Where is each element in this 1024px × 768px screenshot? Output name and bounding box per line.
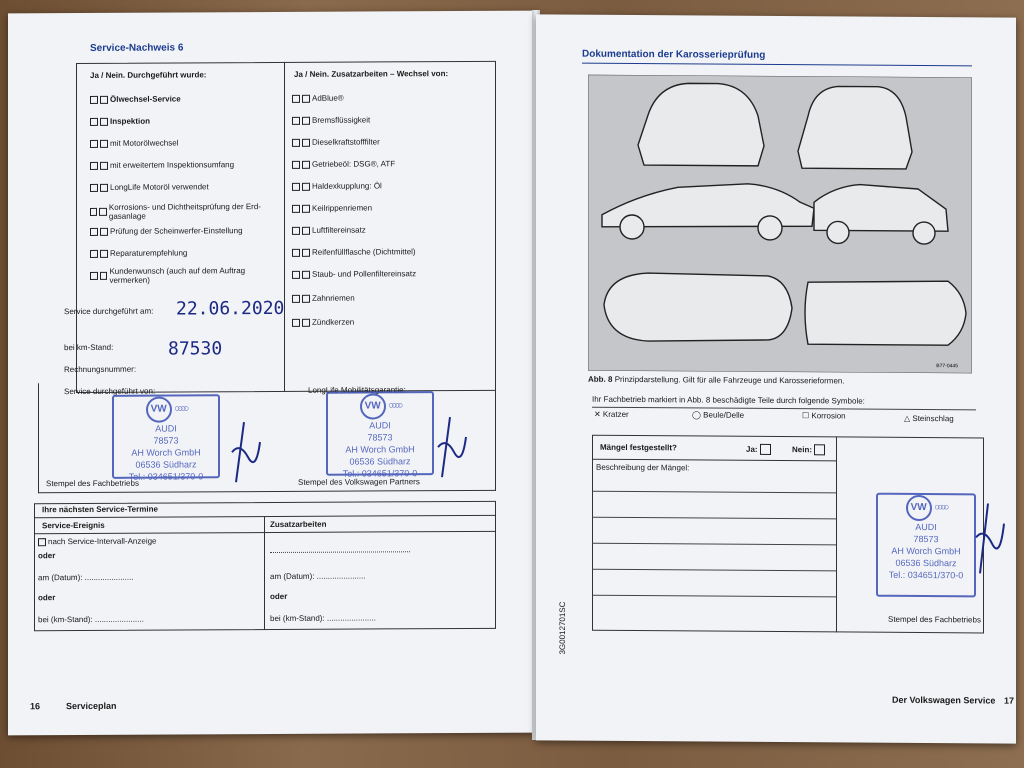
checkbox[interactable]: [302, 294, 310, 302]
checkbox[interactable]: [100, 227, 108, 235]
vw-stamp-label: Stempel des Volkswagen Partners: [298, 477, 420, 487]
checkbox[interactable]: [90, 139, 98, 147]
checkbox[interactable]: [292, 248, 300, 256]
item-timing-belt: Zahnriemen: [292, 294, 355, 303]
oder-label: oder: [38, 551, 56, 561]
item-oil-change: mit Motorölwechsel: [90, 138, 178, 147]
symbol-stone-chip: △ Steinschlag: [904, 413, 954, 424]
symbol-corrosion: ☐ Korrosion: [802, 411, 846, 421]
signature: [972, 493, 1008, 583]
symbol-dent: ◯ Beule/Delle: [692, 410, 745, 420]
checkbox[interactable]: [292, 270, 300, 278]
checkbox[interactable]: [99, 208, 106, 216]
checkbox[interactable]: [90, 249, 98, 257]
next-km-2: bei (km-Stand): ......................: [270, 613, 376, 624]
symbol-scratch: ✕ Kratzer: [594, 409, 629, 419]
checkbox[interactable]: [292, 116, 300, 124]
checkbox[interactable]: [90, 272, 98, 280]
item-belt: Keilrippenriemen: [292, 203, 372, 212]
checkbox[interactable]: [292, 294, 300, 302]
defects-yes: Ja:: [746, 444, 773, 455]
item-pollen-filter: Staub- und Pollenfiltereinsatz: [292, 269, 416, 279]
audi-rings-icon: ○○○○: [174, 403, 187, 415]
checkbox[interactable]: [100, 161, 108, 169]
checkbox[interactable]: [100, 249, 108, 257]
next-km: bei (km-Stand): ......................: [38, 614, 144, 625]
next-services-title: Ihre nächsten Service-Termine: [42, 504, 158, 515]
checkbox[interactable]: [100, 95, 108, 103]
checkbox[interactable]: [302, 204, 310, 212]
car-diagram: [588, 75, 972, 374]
item-longlife-oil: LongLife Motoröl verwendet: [90, 182, 209, 192]
km-label: bei km-Stand:: [64, 342, 114, 353]
left-page: [8, 11, 536, 736]
item-inspection: Inspektion: [90, 117, 150, 126]
oder-label: oder: [38, 593, 56, 603]
checkbox[interactable]: [302, 116, 310, 124]
checkbox[interactable]: [100, 183, 108, 191]
item-customer: Kundenwunsch (auch auf dem Auftrag vermerken): [90, 266, 280, 285]
dealer-stamp-label: Stempel des Fachbetriebs: [888, 614, 981, 625]
checkbox[interactable]: [90, 95, 98, 103]
item-brake-fluid: Bremsflüssigkeit: [292, 115, 370, 124]
item-corrosion: Korrosions- und Dichtheitsprüfung der Erd-gasanlage: [90, 202, 280, 221]
performed-by-label: Service durchgeführt von:: [64, 386, 156, 397]
item-diesel-filter: Dieselkraftstofffilter: [292, 137, 380, 146]
item-spark-plugs: Zündkerzen: [292, 318, 354, 327]
checkbox[interactable]: [100, 272, 108, 280]
checkbox-yes[interactable]: [760, 444, 771, 455]
instruction-text: Ihr Fachbetrieb markiert in Abb. 8 beschädigte Teile durch folgende Symbole:: [592, 394, 865, 406]
page-title: Service-Nachweis 6: [90, 42, 184, 54]
page-title: Dokumentation der Karosserieprüfung: [582, 48, 766, 61]
col-service-event: Service-Ereignis: [42, 520, 105, 531]
interval-option: nach Service-Intervall-Anzeige: [38, 537, 157, 547]
dealer-stamp-label: Stempel des Fachbetriebs: [46, 478, 139, 489]
service-date-label: Service durchgeführt am:: [64, 306, 154, 317]
audi-rings-icon: ○○○○: [388, 400, 401, 412]
item-adblue: AdBlue®: [292, 94, 344, 103]
header-left: Ja / Nein. Durchgeführt wurde:: [90, 70, 207, 80]
checkbox[interactable]: [302, 94, 310, 102]
item-gear-oil: Getriebeöl: DSG®, ATF: [292, 159, 395, 169]
checkbox[interactable]: [302, 318, 310, 326]
checkbox[interactable]: [292, 138, 300, 146]
checkbox[interactable]: [302, 226, 310, 234]
partner-stamp: VW ○○○○ AUDI 78573 AH Worch GmbH 06536 Südharz Tel.: 034651/370-0: [326, 391, 434, 476]
km-value: 87530: [168, 338, 223, 360]
oder-label: oder: [270, 591, 288, 602]
item-headlight: Prüfung der Scheinwerfer-Einstellung: [90, 226, 243, 236]
col-extra-work: Zusatzarbeiten: [270, 519, 327, 530]
signature: [432, 407, 472, 487]
figure-caption: Abb. 8 Prinzipdarstellung. Gilt für alle Fahrzeuge und Karosserieformen.: [588, 374, 845, 386]
header-right: Ja / Nein. Zusatzarbeiten – Wechsel von:: [294, 69, 449, 79]
checkbox[interactable]: [90, 183, 98, 191]
checkbox[interactable]: [100, 117, 108, 125]
page-footer: Der Volkswagen Service: [892, 694, 996, 706]
checkbox[interactable]: [292, 226, 300, 234]
defects-no: Nein:: [792, 444, 827, 455]
checkbox[interactable]: [100, 139, 108, 147]
checkbox[interactable]: [292, 182, 300, 190]
item-oil-service: Ölwechsel-Service: [90, 94, 181, 103]
checkbox[interactable]: [302, 270, 310, 278]
item-repair: Reparaturempfehlung: [90, 248, 187, 258]
signature: [226, 412, 266, 492]
right-page: [536, 14, 1016, 743]
longlife-label: LongLife Mobilitätsgarantie:: [308, 385, 406, 395]
vw-logo-icon: VW: [906, 495, 932, 521]
checkbox[interactable]: [38, 538, 46, 546]
checkbox-no[interactable]: [814, 444, 825, 455]
audi-rings-icon: ○○○○: [934, 502, 947, 514]
next-date: am (Datum): ......................: [38, 572, 134, 583]
checkbox[interactable]: [90, 161, 98, 169]
vw-logo-icon: VW: [360, 393, 386, 419]
checkbox[interactable]: [302, 248, 310, 256]
checkbox[interactable]: [292, 160, 300, 168]
vw-logo-icon: VW: [146, 397, 172, 423]
item-air-filter: Luftfiltereinsatz: [292, 226, 366, 235]
defects-question: Mängel festgestellt?: [600, 442, 677, 453]
figure-code: B77-0445: [936, 363, 958, 370]
checkbox[interactable]: [292, 204, 300, 212]
checkbox[interactable]: [90, 208, 97, 216]
service-date-value: 22.06.2020: [176, 297, 285, 320]
checkbox[interactable]: [292, 318, 300, 326]
checkbox[interactable]: [292, 94, 300, 102]
item-haldex: Haldexkupplung: Öl: [292, 181, 382, 190]
checkbox[interactable]: [302, 160, 310, 168]
next-date-2: am (Datum): ......................: [270, 571, 366, 582]
dealer-stamp: VW ○○○○ AUDI 78573 AH Worch GmbH 06536 Südharz Tel.: 034651/370-0: [876, 493, 976, 598]
checkbox[interactable]: [302, 138, 310, 146]
page-footer: Serviceplan: [66, 700, 117, 712]
page-number: 17: [1004, 695, 1015, 706]
checkbox[interactable]: [90, 227, 98, 235]
item-extended: mit erweitertem Inspektionsumfang: [90, 160, 234, 170]
dealer-stamp: VW ○○○○ AUDI 78573 AH Worch GmbH 06536 Südharz Tel.: 034651/370-0: [112, 394, 220, 479]
checkbox[interactable]: [90, 117, 98, 125]
checkbox[interactable]: [302, 182, 310, 190]
item-tyre-sealant: Reifenfüllflasche (Dichtmittel): [292, 247, 416, 257]
defects-description-label: Beschreibung der Mängel:: [596, 462, 690, 473]
side-code: 3G0012701SC: [558, 601, 567, 655]
page-number: 16: [30, 701, 41, 712]
invoice-label: Rechnungsnummer:: [64, 364, 137, 375]
